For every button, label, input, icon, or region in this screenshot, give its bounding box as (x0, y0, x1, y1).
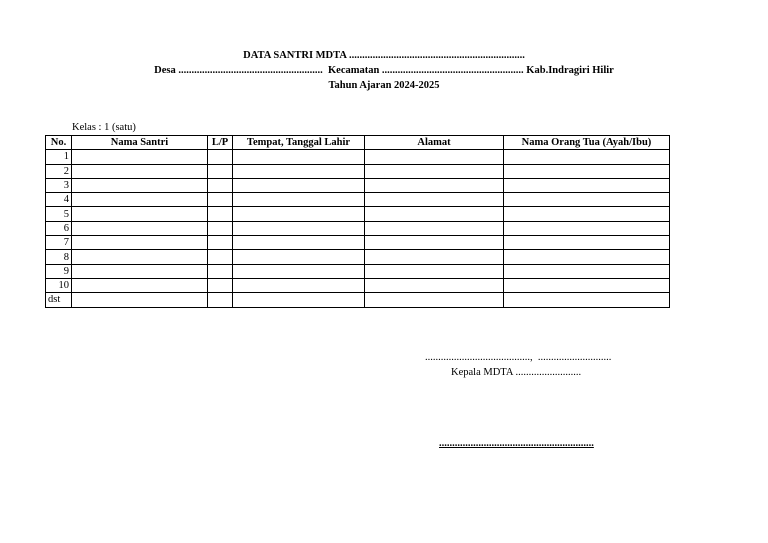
table-cell (72, 264, 208, 278)
table-row (46, 278, 670, 292)
row-number: dst (46, 293, 72, 307)
signature-name-line: ........................................................... (439, 438, 594, 449)
table-cell (504, 164, 670, 178)
table-cell (504, 293, 670, 307)
doc-academic-year: Tahun Ajaran 2024-2025 (328, 80, 440, 91)
table-cell (365, 264, 504, 278)
table-cell (504, 193, 670, 207)
row-number: 6 (46, 221, 72, 235)
table-cell (233, 150, 365, 164)
table-row (46, 293, 670, 307)
table-cell (72, 250, 208, 264)
row-number: 9 (46, 264, 72, 278)
table-cell (504, 264, 670, 278)
table-cell (365, 193, 504, 207)
row-number: 2 (46, 164, 72, 178)
table-cell (208, 221, 233, 235)
col-header-lp: L/P (208, 136, 233, 150)
table-row (46, 264, 670, 278)
table-row (46, 178, 670, 192)
table-cell (208, 293, 233, 307)
table-cell (72, 293, 208, 307)
table-cell (72, 236, 208, 250)
table-cell (365, 207, 504, 221)
table-cell (365, 164, 504, 178)
table-cell (72, 150, 208, 164)
table-cell (72, 164, 208, 178)
row-number: 10 (46, 278, 72, 292)
table-cell (233, 164, 365, 178)
table-cell (233, 221, 365, 235)
col-header-no: No. (46, 136, 72, 150)
doc-title: DATA SANTRI MDTA ................................................................... (243, 50, 525, 61)
table-cell (504, 150, 670, 164)
row-number: 4 (46, 193, 72, 207)
doc-location-line: Desa ....................................................... Kecamatan ...................................................... Kab.Indragiri Hilir (154, 65, 614, 76)
table-cell (233, 264, 365, 278)
table-cell (233, 250, 365, 264)
table-cell (504, 250, 670, 264)
row-number: 8 (46, 250, 72, 264)
row-number: 3 (46, 178, 72, 192)
table-cell (504, 236, 670, 250)
table-cell (208, 264, 233, 278)
table-header-row (46, 136, 670, 150)
table-cell (365, 150, 504, 164)
table-cell (233, 207, 365, 221)
table-cell (504, 278, 670, 292)
table-cell (504, 178, 670, 192)
santri-table (45, 135, 670, 308)
table-cell (365, 250, 504, 264)
table-cell (504, 207, 670, 221)
table-cell (208, 236, 233, 250)
table-cell (233, 236, 365, 250)
signature-title: Kepala MDTA ......................... (451, 367, 582, 378)
table-cell (72, 221, 208, 235)
table-cell (365, 293, 504, 307)
table-cell (208, 250, 233, 264)
table-cell (365, 236, 504, 250)
table-cell (365, 178, 504, 192)
row-number: 5 (46, 207, 72, 221)
col-header-ttl: Tempat, Tanggal Lahir (233, 136, 365, 150)
table-cell (72, 207, 208, 221)
table-row (46, 207, 670, 221)
table-cell (208, 150, 233, 164)
table-row (46, 150, 670, 164)
col-header-nama-santri: Nama Santri (72, 136, 208, 150)
signature-date-line: ........................................, ............................ (425, 352, 612, 363)
table-row (46, 193, 670, 207)
table-cell (72, 178, 208, 192)
table-cell (233, 293, 365, 307)
class-label: Kelas : 1 (satu) (72, 122, 136, 133)
col-header-alamat: Alamat (365, 136, 504, 150)
table-cell (233, 193, 365, 207)
table-cell (365, 221, 504, 235)
table-cell (208, 164, 233, 178)
row-number: 7 (46, 236, 72, 250)
table-cell (365, 278, 504, 292)
table-row (46, 221, 670, 235)
table-cell (504, 221, 670, 235)
table-cell (208, 193, 233, 207)
row-number: 1 (46, 150, 72, 164)
table-cell (72, 193, 208, 207)
table-row (46, 250, 670, 264)
table-cell (208, 207, 233, 221)
col-header-orang-tua: Nama Orang Tua (Ayah/Ibu) (504, 136, 670, 150)
table-cell (233, 278, 365, 292)
table-cell (72, 278, 208, 292)
table-body (46, 150, 670, 307)
table-cell (233, 178, 365, 192)
table-row (46, 236, 670, 250)
table-cell (208, 278, 233, 292)
table-row (46, 164, 670, 178)
table-cell (208, 178, 233, 192)
